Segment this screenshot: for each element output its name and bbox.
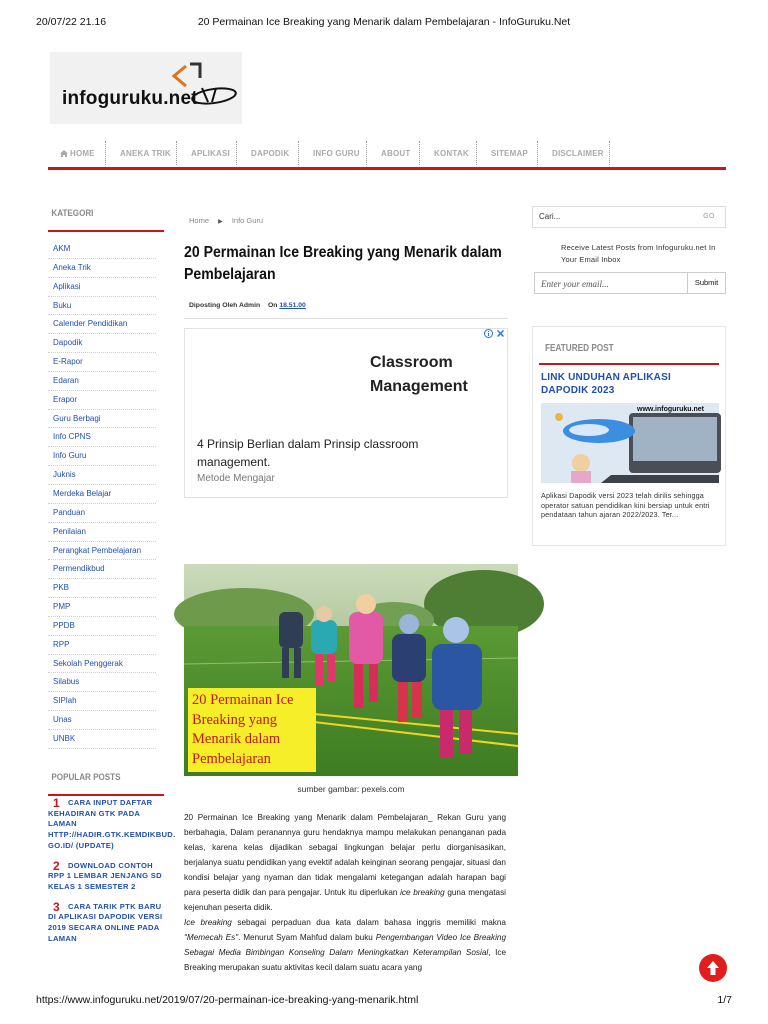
article-paragraph (184, 915, 506, 975)
post-title: 20 Permainan Ice Breaking yang Menarik dalam Pembelajaran (184, 244, 502, 283)
popular-post-title[interactable]: CARA INPUT DAFTAR KEHADIRAN GTK PADA LAMAN HTTP://HADIR.GTK.KEMDIKBUD. GO.ID/ (UPDATE) (48, 798, 176, 850)
nav-aneka-trik[interactable]: ANEKA TRIK (120, 149, 172, 158)
category-link[interactable]: PPDB (48, 617, 156, 636)
category-link[interactable]: Edaran (48, 372, 156, 391)
category-link[interactable]: UNBK (48, 730, 156, 749)
heading-rule (48, 794, 164, 796)
category-link[interactable]: Perangkat Pembelajaran (48, 542, 156, 561)
para1-italic: ice breaking (400, 888, 445, 897)
print-page-title: 20 Permainan Ice Breaking yang Menarik dalam Pembelajaran - InfoGuruku.Net (197, 16, 571, 28)
category-link[interactable]: Panduan (48, 504, 156, 523)
para1-text: 20 Permainan Ice Breaking yang Menarik dalam Pembelajaran_ Rekan Guru yang berbahagia, Dalam peranannya guru hendaknya mampu melakukan penanganan pada kelas, karena kelas dijadikan sebagai lingkungan belajar perlu diorganisasikan, berjalanya suatu pendidikan yang evektif adalah keinginan seorang pengajar, situasi dan kondisi belajar yang nyaman dan tidak mengalami ketegangan adalah harapan bagi para peserta didik dan para pengajar. Untuk itu diperlukan (184, 813, 506, 897)
popular-post[interactable] (48, 899, 166, 945)
category-link[interactable]: Permendikbud (48, 560, 156, 579)
nav-divider (298, 141, 299, 165)
nav-divider (176, 141, 177, 165)
popular-post-number: 2 (53, 858, 60, 873)
popular-post[interactable] (48, 796, 176, 852)
email-field[interactable]: Enter your email... (541, 279, 609, 289)
category-link[interactable]: AKM (48, 240, 156, 259)
main-nav (48, 138, 726, 170)
category-link[interactable]: Info CPNS (48, 428, 156, 447)
email-subscribe-form (534, 272, 726, 294)
post-author: Diposting Oleh Admin (189, 302, 261, 309)
featured-post-excerpt: Aplikasi Dapodik versi 2023 telah dirilis sehingga operator satuan pendidikan kini bersiap untuk entri pendataan tahun ajaran 2022/2023. Ter... (541, 491, 710, 520)
featured-post-image[interactable] (541, 403, 719, 483)
popular-posts-heading: POPULAR POSTS (51, 772, 121, 783)
info-icon (484, 329, 493, 338)
print-datetime: 20/07/22 21.16 (36, 16, 107, 28)
nav-divider (476, 141, 477, 165)
category-link[interactable]: RPP (48, 636, 156, 655)
nav-divider (366, 141, 367, 165)
category-link[interactable]: Dapodik (48, 334, 156, 353)
popular-posts-list (48, 796, 176, 953)
category-link[interactable]: Merdeka Belajar (48, 485, 156, 504)
popular-post[interactable] (48, 858, 166, 893)
featured-post-heading: FEATURED POST (545, 343, 614, 354)
ad-choices-icon[interactable] (484, 329, 505, 340)
breadcrumb (189, 216, 263, 225)
nav-info-guru[interactable]: INFO GURU (313, 149, 360, 158)
article-paragraph (184, 810, 506, 915)
nav-divider (419, 141, 420, 165)
article-body (184, 810, 506, 975)
category-link[interactable]: E-Rapor (48, 353, 156, 372)
popular-post-number: 3 (53, 899, 60, 914)
nav-sitemap[interactable]: SITEMAP (491, 149, 528, 158)
hero-caption: 20 Permainan Ice Breaking yang Menarik dalam Pembelajaran (188, 688, 316, 772)
post-meta (189, 302, 306, 309)
para2-text-b: . Menurut Syam Mahfud dalam buku (238, 933, 373, 942)
subscribe-text: Receive Latest Posts from Infoguruku.net In Your Email Inbox (561, 243, 716, 264)
scroll-to-top-button[interactable] (699, 954, 727, 982)
nav-aplikasi[interactable]: APLIKASI (191, 149, 230, 158)
nav-kontak[interactable]: KONTAK (434, 149, 469, 158)
nav-divider (609, 141, 610, 165)
para1-end: guna mengatasi kejenuhan peserta didik. (184, 888, 506, 912)
para2-italic-quote: "Memecah Es" (184, 933, 239, 942)
nav-divider (105, 141, 106, 165)
heading-rule (48, 230, 164, 232)
home-icon (60, 150, 68, 157)
category-link[interactable]: Unas (48, 711, 156, 730)
kategori-heading: KATEGORI (51, 208, 94, 219)
category-list (48, 240, 164, 749)
post-time[interactable]: 18.51.00 (279, 302, 306, 309)
nav-disclaimer[interactable]: DISCLAIMER (552, 149, 604, 158)
category-link[interactable]: Penilaian (48, 523, 156, 542)
para2-italic-book: Pengembangan Video Ice Breaking Sebagai Media Bimbingan Konseling Dalam Meningkatkan Keterampilan Sosial (184, 933, 506, 957)
meta-divider (184, 318, 508, 319)
logo-text: infoguruku.net (62, 88, 198, 109)
para2-text-c: , Ice Breaking merupakan suatu aktivitas kecil dalam suatu acara yang (184, 948, 506, 972)
hero-image (184, 564, 518, 776)
category-link[interactable]: Calender Pendidikan (48, 315, 156, 334)
featured-post-widget (532, 326, 726, 546)
category-link[interactable]: Guru Berbagi (48, 410, 156, 429)
para2-text-a: sebagai perpaduan dua kata dalam bahasa inggris memiliki makna (237, 918, 506, 927)
post-meta-on: On (268, 302, 278, 309)
nav-about[interactable]: ABOUT (381, 149, 411, 158)
nav-dapodik[interactable]: DAPODIK (251, 149, 290, 158)
popular-post-title[interactable]: DOWNLOAD CONTOH RPP 1 LEMBAR JENJANG SD KELAS 1 SEMESTER 2 (48, 860, 162, 891)
print-url: https://www.infoguruku.net/2019/07/20-permainan-ice-breaking-yang-menarik.html (36, 994, 419, 1006)
arrow-up-icon (699, 954, 727, 982)
breadcrumb-section[interactable]: Info Guru (231, 216, 264, 225)
category-link[interactable]: Aplikasi (48, 278, 156, 297)
ad-source: Metode Mengajar (197, 473, 275, 484)
nav-divider (537, 141, 538, 165)
featured-post-title[interactable]: LINK UNDUHAN APLIKASI DAPODIK 2023 (541, 372, 671, 396)
search-box[interactable] (532, 206, 726, 228)
advertisement[interactable] (184, 328, 508, 498)
category-link[interactable]: Juknis (48, 466, 156, 485)
search-button[interactable]: GO (703, 213, 715, 220)
popular-post-title[interactable]: CARA TARIK PTK BARU DI APLIKASI DAPODIK VERSI 2019 SECARA ONLINE PADA LAMAN (48, 901, 163, 943)
category-link[interactable]: Info Guru (48, 447, 156, 466)
popular-posts-header (48, 770, 164, 796)
dapodik-thumbnail (541, 403, 719, 483)
close-icon[interactable] (496, 329, 505, 338)
ad-body: 4 Prinsip Berlian dalam Prinsip classroom management. (197, 437, 419, 469)
category-sidebar (48, 206, 164, 749)
nav-divider (236, 141, 237, 165)
submit-button[interactable]: Submit (687, 273, 725, 293)
category-link[interactable]: PMP (48, 598, 156, 617)
heading-rule (539, 363, 719, 365)
site-logo[interactable] (50, 52, 242, 124)
image-credit: sumber gambar: pexels.com (297, 784, 405, 794)
nav-home-label: HOME (70, 149, 95, 158)
category-link[interactable]: PKB (48, 579, 156, 598)
print-header (0, 16, 768, 30)
breadcrumb-arrow-icon: ▶ (218, 219, 223, 225)
category-link[interactable]: Sekolah Penggerak (48, 655, 156, 674)
search-input[interactable]: Cari... (539, 212, 561, 221)
ad-heading: Classroom Management (370, 354, 468, 395)
category-link[interactable]: Aneka Trik (48, 259, 156, 278)
category-link[interactable]: Silabus (48, 673, 156, 692)
category-link[interactable]: Buku (48, 297, 156, 316)
featured-image-watermark: www.infoguruku.net (637, 406, 705, 413)
nav-home[interactable] (60, 138, 95, 167)
popular-post-number: 1 (53, 796, 60, 810)
print-page-number: 1/7 (717, 994, 732, 1006)
category-link[interactable]: Erapor (48, 391, 156, 410)
category-link[interactable]: SIPlah (48, 692, 156, 711)
breadcrumb-home[interactable]: Home (189, 216, 210, 225)
para2-italic-term: Ice breaking (184, 918, 232, 927)
